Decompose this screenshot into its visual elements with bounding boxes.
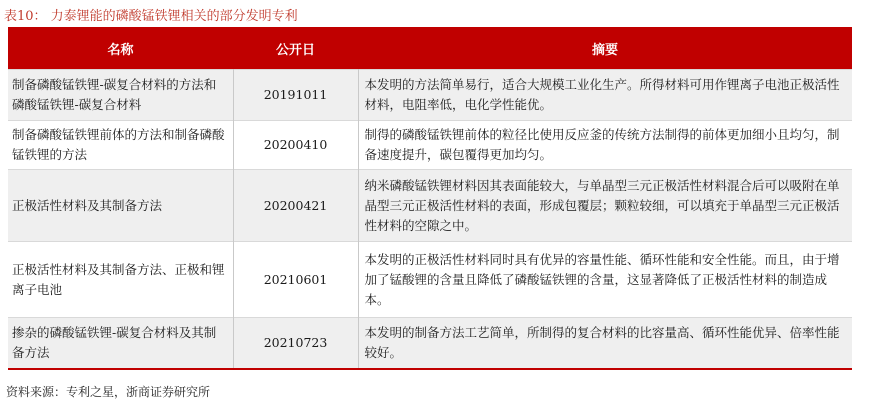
patent-abstract: 本发明的正极活性材料同时具有优异的容量性能、循环性能和安全性能。而且，由于增加了锰酸锂的含量且降低了磷酸锰铁锂的含量，这显著降低了正极活性材料的制造成本。 [358,242,852,318]
patent-name: 制备磷酸锰铁锂前体的方法和制备磷酸锰铁锂的方法 [8,121,233,170]
table-row [8,70,852,121]
publish-date: 20191011 [233,70,358,121]
patent-name: 掺杂的磷酸锰铁锂-碳复合材料及其制备方法 [8,318,233,369]
patent-name: 制备磷酸锰铁锂-碳复合材料的方法和磷酸锰铁锂-碳复合材料 [8,70,233,121]
patent-table [8,27,852,370]
table-row [8,170,852,242]
patent-abstract: 本发明的方法简单易行，适合大规模工业化生产。所得材料可用作锂离子电池正极活性材料，电阻率低，电化学性能优。 [358,70,852,121]
publish-date: 20200410 [233,121,358,170]
table-row [8,318,852,369]
patent-abstract: 制得的磷酸锰铁锂前体的粒径比使用反应釜的传统方法制得的前体更加细小且均匀，制备速度提升，碳包覆得更加均匀。 [358,121,852,170]
header-name: 名称 [8,27,233,70]
patent-name: 正极活性材料及其制备方法、正极和锂离子电池 [8,242,233,318]
table-header-row [8,27,852,70]
publish-date: 20200421 [233,170,358,242]
table-caption: 表10： 力泰锂能的磷酸锰铁锂相关的部分发明专利 [4,9,298,24]
source-note: 资料来源：专利之星，浙商证券研究所 [6,385,211,399]
publish-date: 20210723 [233,318,358,369]
header-date: 公开日 [233,27,358,70]
table-row [8,242,852,318]
publish-date: 20210601 [233,242,358,318]
table-row [8,121,852,170]
patent-name: 正极活性材料及其制备方法 [8,170,233,242]
patent-abstract: 纳米磷酸锰铁锂材料因其表面能较大，与单晶型三元正极活性材料混合后可以吸附在单晶型三元正极活性材料的表面，形成包覆层；颗粒较细，可以填充于单晶型三元正极活性材料的空隙之中。 [358,170,852,242]
patent-abstract: 本发明的制备方法工艺简单，所制得的复合材料的比容量高、循环性能优异、倍率性能较好。 [358,318,852,369]
header-abstract: 摘要 [358,27,852,70]
